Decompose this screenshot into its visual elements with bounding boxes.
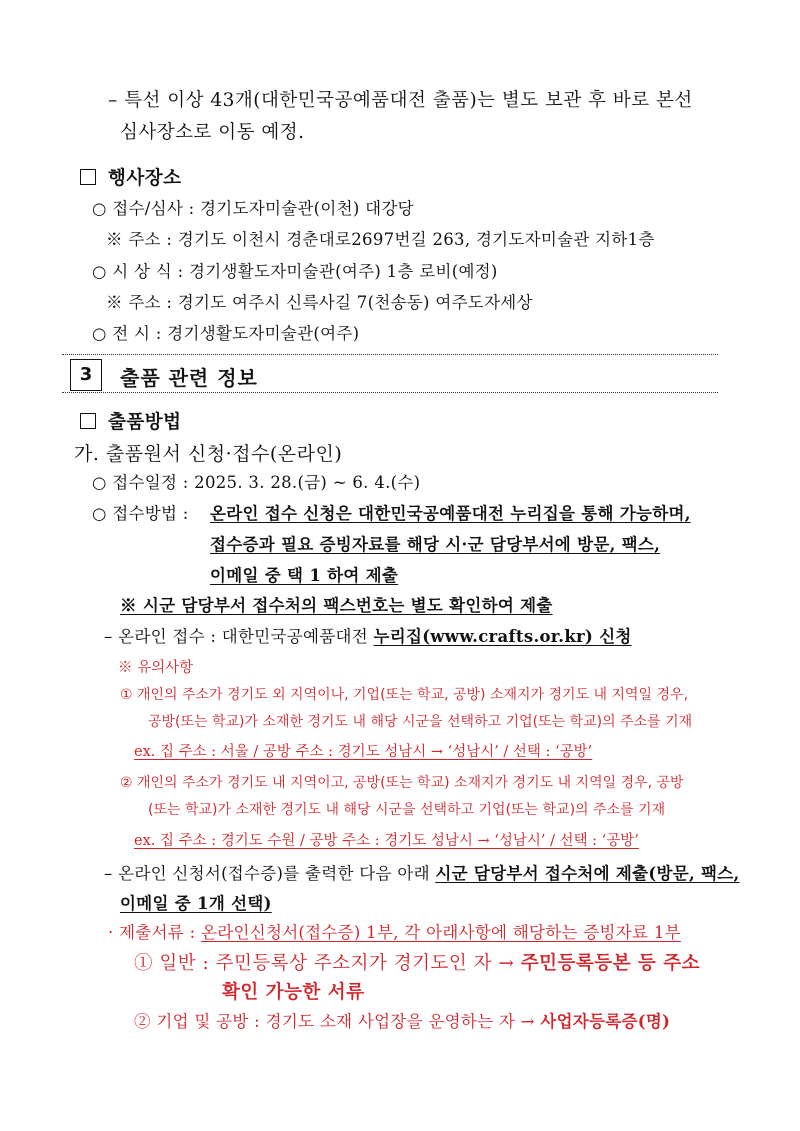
method-text: 이메일 중 택 1 하여 제출: [210, 566, 399, 585]
venue-address: ※ 주소 : 경기도 이천시 경춘대로2697번길 263, 경기도자미술관 지하1층: [106, 230, 655, 249]
submission-line: [104, 860, 740, 884]
business-line: [134, 1008, 670, 1032]
general-prefix: ① 일반 : 주민등록상 주소지가 경기도인 자 →: [134, 953, 521, 974]
general-line: [134, 949, 700, 975]
notes-heading: ※ 유의사항: [118, 660, 194, 676]
venue-item: ○ 접수/심사 : 경기도자미술관(이천) 대강당: [92, 199, 414, 218]
note-line: – 특선 이상 43개(대한민국공예품대전 출품)는 별도 보관 후 바로 본선: [108, 90, 693, 111]
schedule-line: ○ 접수일정 : 2025. 3. 28.(금) ~ 6. 4.(수): [92, 473, 421, 492]
method-label: ○ 접수방법 :: [92, 504, 189, 523]
docs-text: 온라인신청서(접수증) 1부, 각 아래사항에 해당하는 증빙자료 1부: [201, 923, 681, 942]
submission-line: 이메일 중 1개 선택): [120, 894, 272, 913]
venue-item: ○ 시 상 식 : 경기생활도자미술관(여주) 1층 로비(예정): [92, 262, 498, 281]
section-divider-bottom: [62, 392, 718, 393]
venue-item: ○ 전 시 : 경기생활도자미술관(여주): [92, 324, 360, 343]
note-item: (또는 학교)가 소재한 경기도 내 해당 시군을 선택하고 기업(또는 학교)의 주소를 기재: [148, 802, 666, 818]
submission-emphasis: 시군 담당부서 접수처에 제출(방문, 팩스,: [435, 864, 740, 883]
venue-heading: 행사장소: [80, 164, 181, 190]
method-subheading: 가. 출품원서 신청·접수(온라인): [74, 443, 343, 465]
fax-note: ※ 시군 담당부서 접수처의 팩스번호는 별도 확인하여 제출: [120, 596, 553, 615]
note-example: ex. 집 주소 : 경기도 수원 / 공방 주소 : 경기도 성남시 → ‘성남시’ / 선택 : ‘공방’: [134, 833, 639, 849]
note-item: 공방(또는 학교)가 소재한 경기도 내 해당 시군을 선택하고 기업(또는 학교)의 주소를 기재: [148, 714, 693, 730]
section-number: 3: [70, 359, 102, 391]
note-item: ① 개인의 주소가 경기도 외 지역이나, 기업(또는 학교, 공방) 소재지가 경기도 내 지역일 경우,: [120, 687, 689, 703]
online-prefix: – 온라인 접수 : 대한민국공예품대전: [104, 627, 374, 646]
note-example: ex. 집 주소 : 서울 / 공방 주소 : 경기도 성남시 → ‘성남시’ / 선택 : ‘공방’: [134, 744, 593, 760]
docs-prefix: · 제출서류 :: [108, 923, 201, 942]
method-text: 접수증과 필요 증빙자료를 해당 시·군 담당부서에 방문, 팩스,: [210, 535, 661, 554]
business-prefix: ② 기업 및 공방 : 경기도 소재 사업장을 운영하는 자 →: [134, 1012, 541, 1031]
general-emphasis: 확인 가능한 서류: [222, 982, 365, 1003]
method-heading: 출품방법: [80, 408, 181, 434]
checkbox-square-icon: [80, 169, 96, 185]
note-item: ② 개인의 주소가 경기도 내 지역이고, 공방(또는 학교) 소재지가 경기도 내 지역일 경우, 공방: [120, 775, 684, 791]
business-emphasis: 사업자등록증(명): [540, 1012, 671, 1031]
general-emphasis: 주민등록등본 등 주소: [520, 953, 700, 974]
method-text: 온라인 접수 신청은 대한민국공예품대전 누리집을 통해 가능하며,: [210, 504, 691, 523]
online-link[interactable]: 누리집(www.crafts.or.kr) 신청: [373, 627, 632, 646]
submission-prefix: – 온라인 신청서(접수증)를 출력한 다음 아래: [104, 864, 436, 883]
section-title: 출품 관련 정보: [120, 366, 258, 390]
docs-line: [108, 919, 681, 943]
section-divider-top: [62, 354, 718, 355]
checkbox-square-icon: [80, 413, 96, 429]
note-line: 심사장소로 이동 예정.: [120, 122, 305, 143]
online-line: [104, 623, 632, 647]
venue-address: ※ 주소 : 경기도 여주시 신륵사길 7(천송동) 여주도자세상: [106, 293, 533, 312]
